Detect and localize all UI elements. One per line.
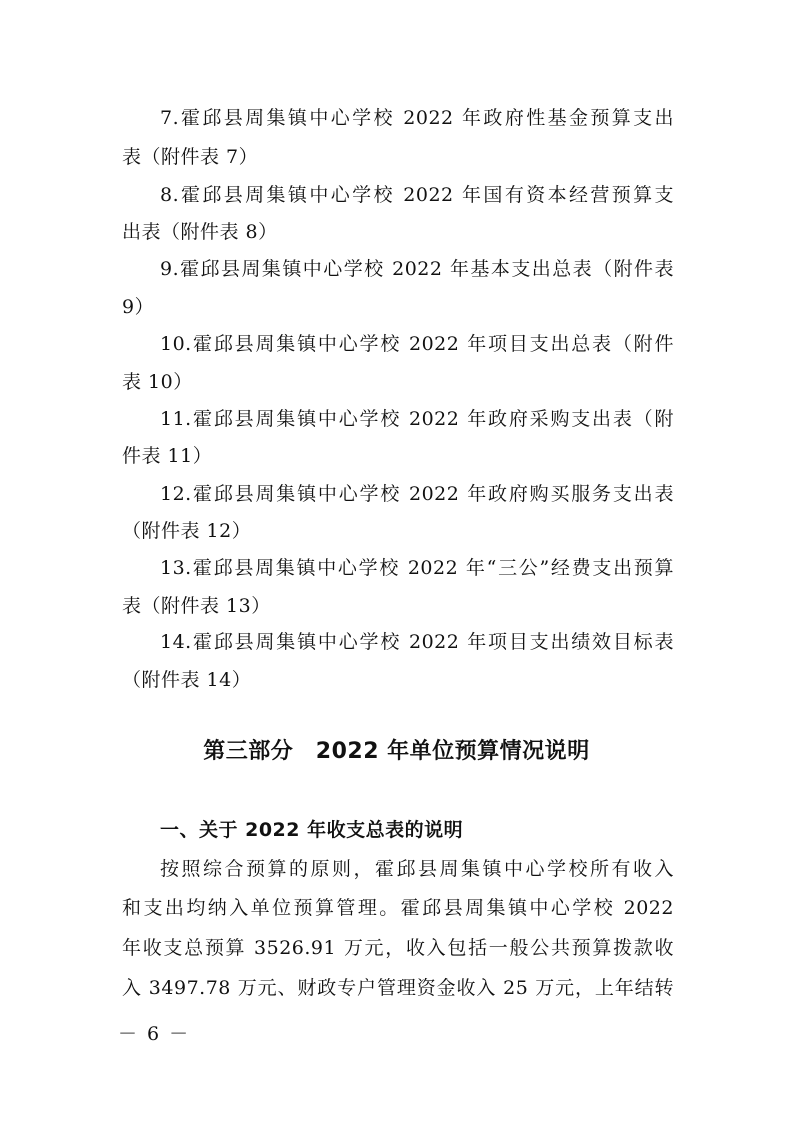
attachment-12-line1: 12.霍邱县周集镇中心学校 2022 年政府购买服务支出表 (160, 483, 674, 505)
attachment-14-line2: （附件表 14） (122, 669, 252, 691)
attachment-11-line2: 件表 11） (122, 445, 213, 467)
attachment-9-line2: 9） (122, 296, 155, 318)
body-line-2: 和支出均纳入单位预算管理。霍邱县周集镇中心学校 2022 (122, 897, 674, 919)
body-line-3: 年收支总预算 3526.91 万元，收入包括一般公共预算拨款收 (122, 937, 674, 959)
attachment-7-line2: 表（附件表 7） (122, 146, 259, 168)
attachment-9-line1: 9.霍邱县周集镇中心学校 2022 年基本支出总表（附件表 (160, 258, 674, 280)
attachment-13-line2: 表（附件表 13） (122, 595, 271, 617)
body-line-1: 按照综合预算的原则，霍邱县周集镇中心学校所有收入 (160, 858, 674, 880)
attachment-11-line1: 11.霍邱县周集镇中心学校 2022 年政府采购支出表（附 (160, 408, 674, 430)
page-number: － 6 － (118, 1023, 191, 1045)
attachment-8-line1: 8.霍邱县周集镇中心学校 2022 年国有资本经营预算支 (160, 184, 674, 206)
attachment-12-line2: （附件表 12） (122, 520, 252, 542)
attachment-7-line1: 7.霍邱县周集镇中心学校 2022 年政府性基金预算支出 (160, 107, 674, 129)
attachment-10-line1: 10.霍邱县周集镇中心学校 2022 年项目支出总表（附件 (160, 333, 674, 355)
subsection-heading: 一、关于 2022 年收支总表的说明 (160, 819, 464, 841)
section-title: 第三部分 2022 年单位预算情况说明 (203, 739, 590, 764)
attachment-10-line2: 表 10） (122, 371, 193, 393)
attachment-8-line2: 出表（附件表 8） (122, 221, 278, 243)
attachment-14-line1: 14.霍邱县周集镇中心学校 2022 年项目支出绩效目标表 (160, 631, 674, 653)
body-line-4: 入 3497.78 万元、财政专户管理资金收入 25 万元，上年结转 (122, 977, 674, 999)
attachment-13-line1: 13.霍邱县周集镇中心学校 2022 年“三公”经费支出预算 (160, 557, 674, 579)
